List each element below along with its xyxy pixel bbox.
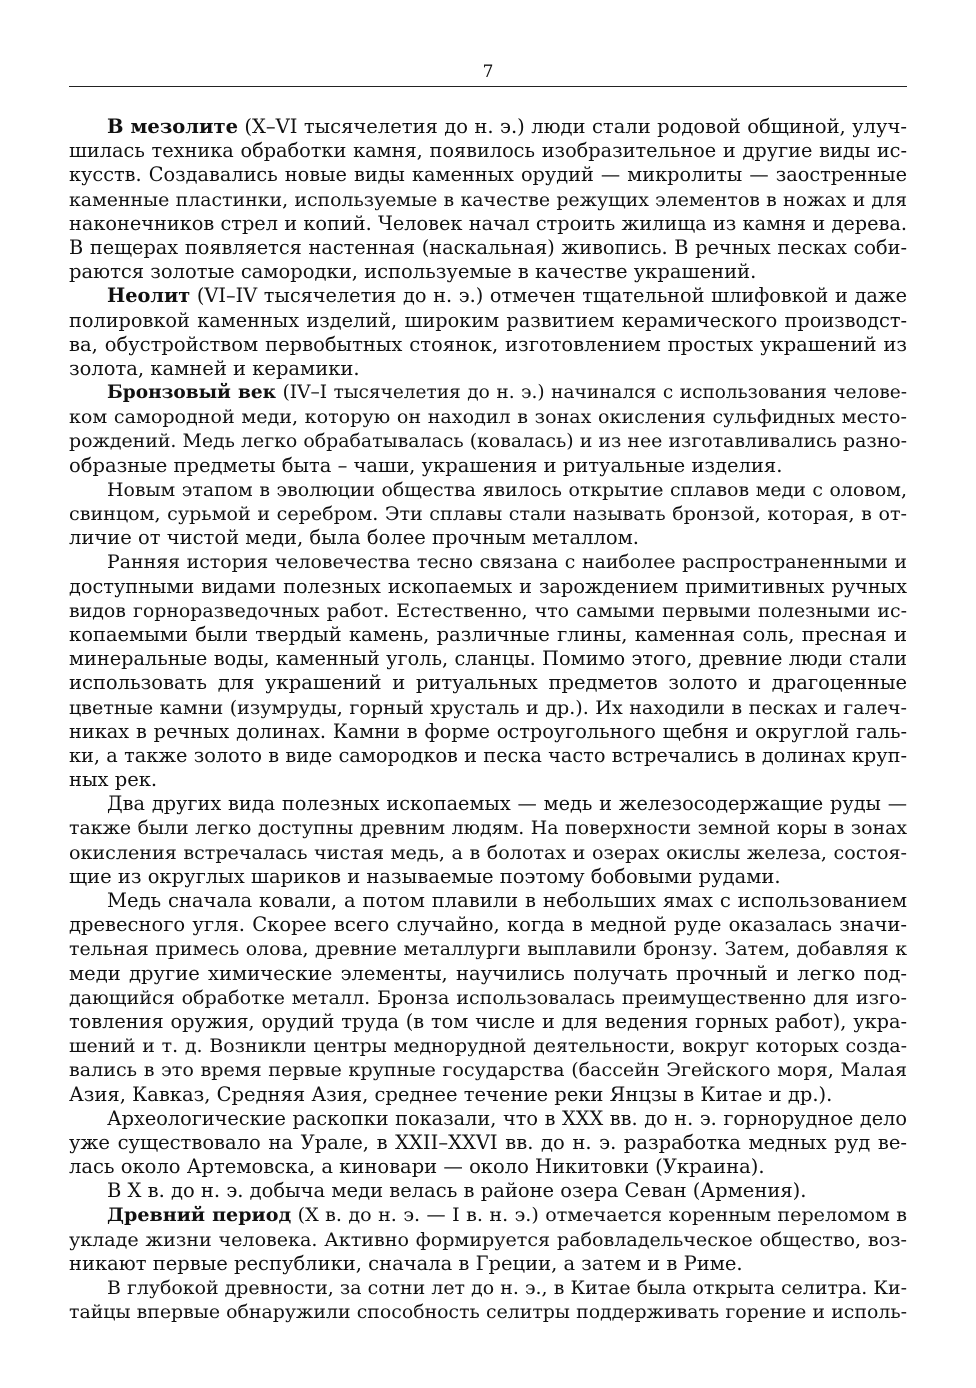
line-text: В пещерах появляется настенная (наскальная) живопись. В речных песках соби-: [69, 235, 907, 259]
header-rule: [69, 86, 907, 87]
text-line: [69, 454, 907, 478]
line-text: меди другие химические элементы, научились получать прочный и легко под-: [69, 961, 907, 985]
line-text: щие из округлых шариков и называемые поэтому бобовыми рудами.: [69, 864, 781, 888]
text-line: [69, 1276, 907, 1300]
line-text: тельная примесь олова, древние металлурги выплавили бронзу. Затем, добавляя к: [69, 938, 907, 961]
text-line: [69, 478, 907, 502]
line-text: образные предметы быта – чаши, украшения и ритуальные изделия.: [69, 453, 783, 477]
text-line: [69, 115, 907, 139]
line-text: Медь сначала ковали, а потом плавили в небольших ямах с использованием: [107, 889, 907, 912]
line-text: (X–VI тысячелетия до н. э.) люди стали родовой общиной, улуч-: [238, 115, 907, 138]
text-line: [69, 792, 907, 816]
text-line: [69, 1179, 907, 1203]
line-text: (X в. до н. э. — I в. н. э.) отмечается коренным переломом в: [291, 1203, 907, 1227]
bold-term: В мезолите: [107, 115, 238, 138]
line-text: древесного угля. Скорее всего случайно, когда в медной руде оказалась значи-: [69, 913, 907, 937]
line-text: Азия, Кавказ, Средняя Азия, среднее течение реки Янцзы в Китае и др.).: [69, 1082, 833, 1106]
text-line: [69, 1034, 907, 1058]
text-line: [69, 526, 907, 550]
line-text: ных рек.: [69, 768, 158, 792]
line-text: вались в это время первые крупные государства (бассейн Эгейского моря, Малая: [69, 1058, 907, 1082]
text-line: [69, 1058, 907, 1082]
text-line: [69, 671, 907, 695]
line-text: использовать для украшений и ритуальных предметов золото и драгоценные: [69, 671, 907, 695]
line-text: кусств. Создавались новые виды каменных орудий — микролиты — заостренные: [69, 163, 907, 187]
line-text: шений и т. д. Возникли центры меднорудной деятельности, вокруг которых созда-: [69, 1035, 907, 1058]
line-text: Ранняя история человечества тесно связана с наиболее распространенными и: [107, 551, 907, 574]
line-text: окисления встречалась чистая медь, а в болотах и озерах окислы железа, состоя-: [69, 840, 907, 864]
text-line: [69, 381, 907, 405]
line-text: дающийся обработке металл. Бронза использовалась преимущественно для изго-: [69, 985, 907, 1009]
text-line: [69, 1203, 907, 1227]
line-text: (IV–I тысячелетия до н. э.) начинался с использования челове-: [276, 382, 907, 404]
line-text: тайцы впервые обнаружили способность селитры поддерживать горение и исполь-: [69, 1301, 907, 1324]
line-text: видов горноразведочных работ. Естественно, что самыми первыми полезными ис-: [69, 599, 907, 622]
text-line: [69, 1131, 907, 1155]
text-line: [69, 550, 907, 574]
line-text: рождений. Медь легко обрабатывалась (ковалась) и из нее изготавливались разно-: [69, 430, 907, 453]
text-line: [69, 937, 907, 961]
text-line: [69, 163, 907, 187]
text-line: [69, 502, 907, 526]
line-text: лась около Артемовска, а киновари — около Никитовки (Украина).: [69, 1155, 765, 1179]
line-text: минеральные воды, каменный уголь, сланцы. Помимо этого, древние люди стали: [69, 647, 907, 671]
bold-term: Древний период: [107, 1203, 292, 1227]
line-text: доступными видами полезных ископаемых и зарождением примитивных ручных: [69, 574, 907, 598]
text-line: [69, 1300, 907, 1324]
text-line: [69, 1107, 907, 1131]
line-text: раются золотые самородки, используемые в качестве украшений.: [69, 260, 757, 284]
line-text: В X в. до н. э. добыча меди велась в районе озера Севан (Армения).: [107, 1179, 807, 1203]
line-text: Новым этапом в эволюции общества явилось открытие сплавов меди с оловом,: [107, 478, 907, 501]
line-text: также были легко доступны древним людям. На поверхности земной коры в зонах: [69, 817, 907, 840]
text-line: [69, 1252, 907, 1276]
text-line: [69, 429, 907, 453]
bold-term: Бронзовый век: [107, 382, 277, 404]
text-line: [69, 1010, 907, 1034]
text-line: [69, 333, 907, 357]
text-line: [69, 720, 907, 744]
line-text: Два других вида полезных ископаемых — медь и железосодержащие руды —: [107, 792, 907, 816]
line-text: свинцом, сурьмой и серебром. Эти сплавы стали называть бронзой, которая, в от-: [69, 502, 907, 525]
text-line: [69, 575, 907, 599]
line-text: укладе жизни человека. Активно формируется рабовладельческое общество, воз-: [69, 1227, 907, 1251]
text-line: [69, 309, 907, 333]
text-line: [69, 744, 907, 768]
line-text: каменные пластинки, используемые в качестве режущих элементов в ножах и для: [69, 188, 907, 211]
line-text: никах в речных долинах. Камни в форме остроугольного щебня и округлой галь-: [69, 719, 907, 743]
line-text: никают первые республики, сначала в Греции, а затем и в Риме.: [69, 1251, 743, 1275]
text-line: [69, 188, 907, 212]
line-text: полировкой каменных изделий, широким развитием керамического производст-: [69, 308, 907, 332]
text-line: [69, 841, 907, 865]
text-line: [69, 696, 907, 720]
line-text: ки, а также золото в виде самородков и песка часто встречались в долинах круп-: [69, 743, 907, 767]
text-line: [69, 889, 907, 913]
text-line: [69, 1228, 907, 1252]
line-text: ва, обустройством первобытных стоянок, изготовлением простых украшений из: [69, 332, 907, 356]
text-line: [69, 986, 907, 1010]
line-text: ком самородной меди, которую он находил в зонах окисления сульфидных место-: [69, 405, 907, 429]
text-line: [69, 623, 907, 647]
body-text: [69, 115, 907, 1324]
text-line: [69, 284, 907, 308]
bold-term: Неолит: [107, 284, 191, 308]
line-text: (VI–IV тысячелетия до н. э.) отмечен тщательной шлифовкой и даже: [190, 284, 907, 308]
line-text: наконечников стрел и копий. Человек начал строить жилища из камня и дерева.: [69, 211, 907, 235]
line-text: личие от чистой меди, была более прочным металлом.: [69, 526, 639, 550]
text-line: [69, 865, 907, 889]
line-text: товления оружия, орудий труда (в том числе и для ведения горных работ), укра-: [69, 1009, 907, 1033]
text-line: [69, 260, 907, 284]
line-text: золота, камней и керамики.: [69, 356, 360, 380]
page-number: 7: [482, 62, 494, 82]
text-line: [69, 599, 907, 623]
text-line: [69, 816, 907, 840]
line-text: Археологические раскопки показали, что в XXX вв. до н. э. горнорудное дело: [107, 1106, 907, 1130]
text-line: [69, 405, 907, 429]
text-line: [69, 962, 907, 986]
text-line: [69, 768, 907, 792]
text-line: [69, 357, 907, 381]
line-text: В глубокой древности, за сотни лет до н. э., в Китае была открыта селитра. Ки-: [107, 1277, 907, 1299]
text-line: [69, 913, 907, 937]
text-line: [69, 1155, 907, 1179]
text-line: [69, 212, 907, 236]
line-text: уже существовало на Урале, в XXII–XXVI вв. до н. э. разработка медных руд ве-: [69, 1130, 907, 1154]
text-line: [69, 139, 907, 163]
text-line: [69, 1083, 907, 1107]
text-line: [69, 647, 907, 671]
line-text: шилась техника обработки камня, появилось изобразительное и другие виды ис-: [69, 139, 907, 163]
text-line: [69, 236, 907, 260]
line-text: копаемыми были твердый камень, различные глины, каменная соль, пресная и: [69, 622, 907, 646]
line-text: цветные камни (изумруды, горный хрусталь и др.). Их находили в песках и галеч-: [69, 695, 907, 719]
